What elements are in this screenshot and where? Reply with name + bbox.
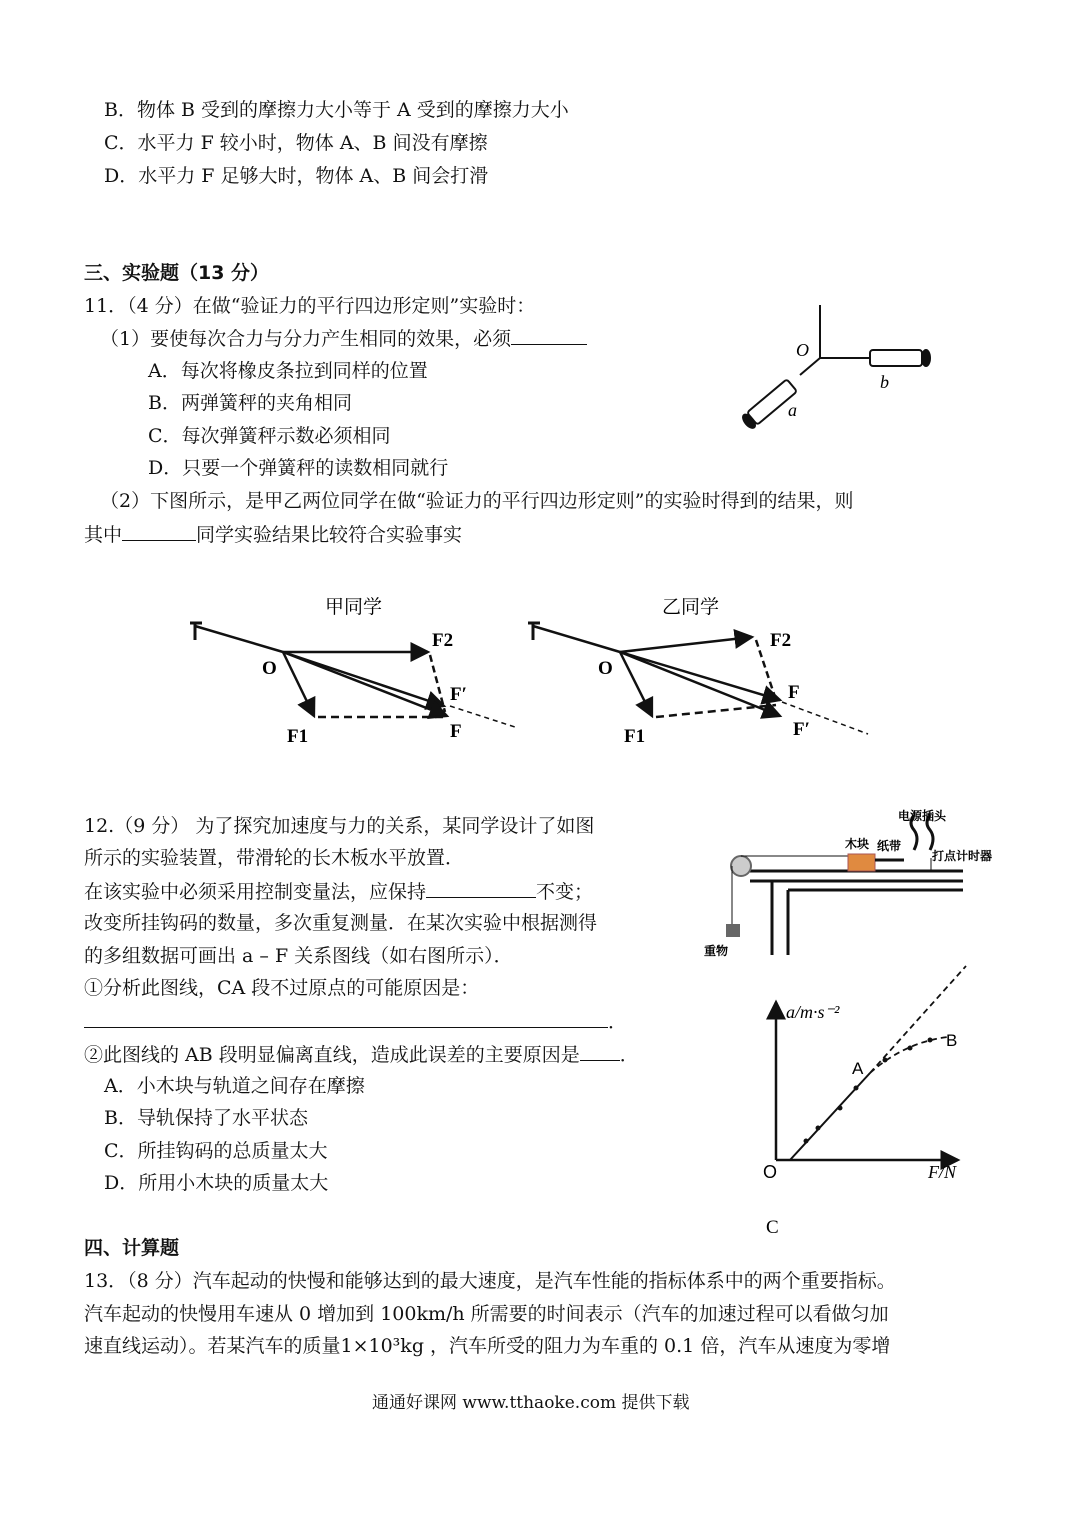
q11-part1-text: （1）要使每次合力与分力产生相同的效果，必须 — [100, 328, 512, 350]
answer-blank[interactable] — [580, 1042, 620, 1061]
q13-line2: 汽车起动的快慢用车速从 0 增加到 100km/h 所需要的时间表示（汽车的加速过程可以看做匀加 — [84, 1303, 889, 1325]
xlabel: F/N — [928, 1162, 957, 1182]
q11-option-c: C．每次弹簧秤示数必须相同 — [148, 425, 391, 447]
answer-blank[interactable] — [84, 1009, 608, 1028]
yi-f2: F2 — [770, 630, 792, 651]
yi-f: F — [788, 682, 800, 703]
q12-option-b: B．导轨保持了水平状态 — [104, 1107, 308, 1129]
point-b-label: B — [946, 1031, 958, 1050]
label-plug: 电源插头 — [898, 809, 947, 823]
q13-line3: 速直线运动）。若某汽车的质量1×10³kg ，汽车所受的阻力为车重的 0.1 倍，汽车从速度为零增 — [84, 1335, 891, 1357]
q11-part2-text-a: 其中 — [84, 524, 123, 546]
answer-blank[interactable] — [426, 879, 536, 898]
section4-title: 四、计算题 — [84, 1237, 180, 1259]
q12-line8 — [84, 1042, 639, 1067]
q12-option-a: A．小木块与轨道之间存在摩擦 — [104, 1075, 365, 1097]
q12-line6: ①分析此图线，CA 段不过原点的可能原因是： — [84, 977, 480, 999]
point-a-label: A — [852, 1059, 864, 1078]
jia-o: O — [262, 658, 277, 679]
jia-f2: F2 — [432, 630, 454, 651]
q11-option-a: A．每次将橡皮条拉到同样的位置 — [148, 360, 428, 382]
q10-option-b: B．物体 B 受到的摩擦力大小等于 A 受到的摩擦力大小 — [104, 99, 569, 121]
graph-caption: C — [766, 1217, 779, 1238]
q11-part2-text-b: 同学实验结果比较符合实验事实 — [196, 524, 463, 546]
label-block: 木块 — [845, 837, 870, 851]
q12-line7 — [84, 1009, 627, 1034]
q13-line1: 13．（8 分）汽车起动的快慢和能够达到的最大速度，是汽车性能的指标体系中的两个重要指标。 — [84, 1270, 896, 1292]
jia-f: F — [450, 721, 462, 742]
footer: 通通好课网 www.tthaoke.com 提供下载 — [372, 1393, 690, 1413]
yi-fp: F′ — [793, 719, 810, 740]
yi-title: 乙同学 — [662, 596, 720, 618]
yi-o: O — [598, 658, 613, 679]
force-diagram-yi — [528, 596, 868, 747]
q11-option-b: B．两弹簧秤的夹角相同 — [148, 392, 352, 414]
label-weight: 重物 — [704, 944, 729, 958]
q12-line1: 12.（9 分） 为了探究加速度与力的关系，某同学设计了如图 — [84, 815, 595, 837]
q12-option-c: C．所挂钩码的总质量太大 — [104, 1140, 328, 1162]
label-timer: 打点计时器 — [932, 849, 993, 863]
label-tape: 纸带 — [877, 839, 902, 853]
q12-line3-a: 在该实验中必须采用控制变量法，应保持 — [84, 881, 427, 903]
spring-scale-figure — [739, 305, 931, 431]
label-b: b — [880, 372, 889, 392]
q12-line3-b: 不变； — [536, 881, 594, 903]
q12-option-d: D．所用小木块的质量太大 — [104, 1172, 329, 1194]
q12-line8-b: ． — [619, 1044, 639, 1066]
yi-f1: F1 — [624, 726, 646, 747]
apparatus-figure — [704, 808, 992, 958]
q12-line4: 改变所挂钩码的数量，多次重复测量．在某次实验中根据测得 — [84, 912, 598, 934]
q11-option-d: D．只要一个弹簧秤的读数相同就行 — [148, 457, 449, 479]
jia-fp: F′ — [450, 684, 467, 705]
section3-title: 三、实验题（13 分） — [84, 262, 270, 284]
q12-line2: 所示的实验装置，带滑轮的长木板水平放置． — [84, 847, 465, 869]
q11-stem: 11．（4 分）在做“验证力的平行四边形定则”实验时： — [84, 295, 536, 317]
q11-part2: （2）下图所示，是甲乙两位同学在做“验证力的平行四边形定则”的实验时得到的结果，则 — [100, 490, 854, 512]
label-o: O — [796, 340, 809, 360]
ylabel: a/m·s⁻² — [786, 1002, 840, 1022]
force-diagram-jia — [190, 596, 518, 747]
q12-line7-end: ． — [608, 1011, 628, 1033]
jia-title: 甲同学 — [325, 596, 383, 618]
label-a: a — [788, 400, 797, 420]
q12-line3 — [84, 879, 593, 904]
origin-label: O — [763, 1162, 778, 1182]
jia-f1: F1 — [287, 726, 309, 747]
q12-line8-a: ②此图线的 AB 段明显偏离直线，造成此误差的主要原因是 — [84, 1044, 580, 1066]
q10-option-c: C．水平力 F 较小时，物体 A、B 间没有摩擦 — [104, 132, 488, 154]
q10-option-d: D．水平力 F 足够大时，物体 A、B 间会打滑 — [104, 165, 489, 187]
q12-line5: 的多组数据可画出 a – F 关系图线（如右图所示）． — [84, 945, 513, 967]
a-f-graph — [763, 966, 966, 1238]
